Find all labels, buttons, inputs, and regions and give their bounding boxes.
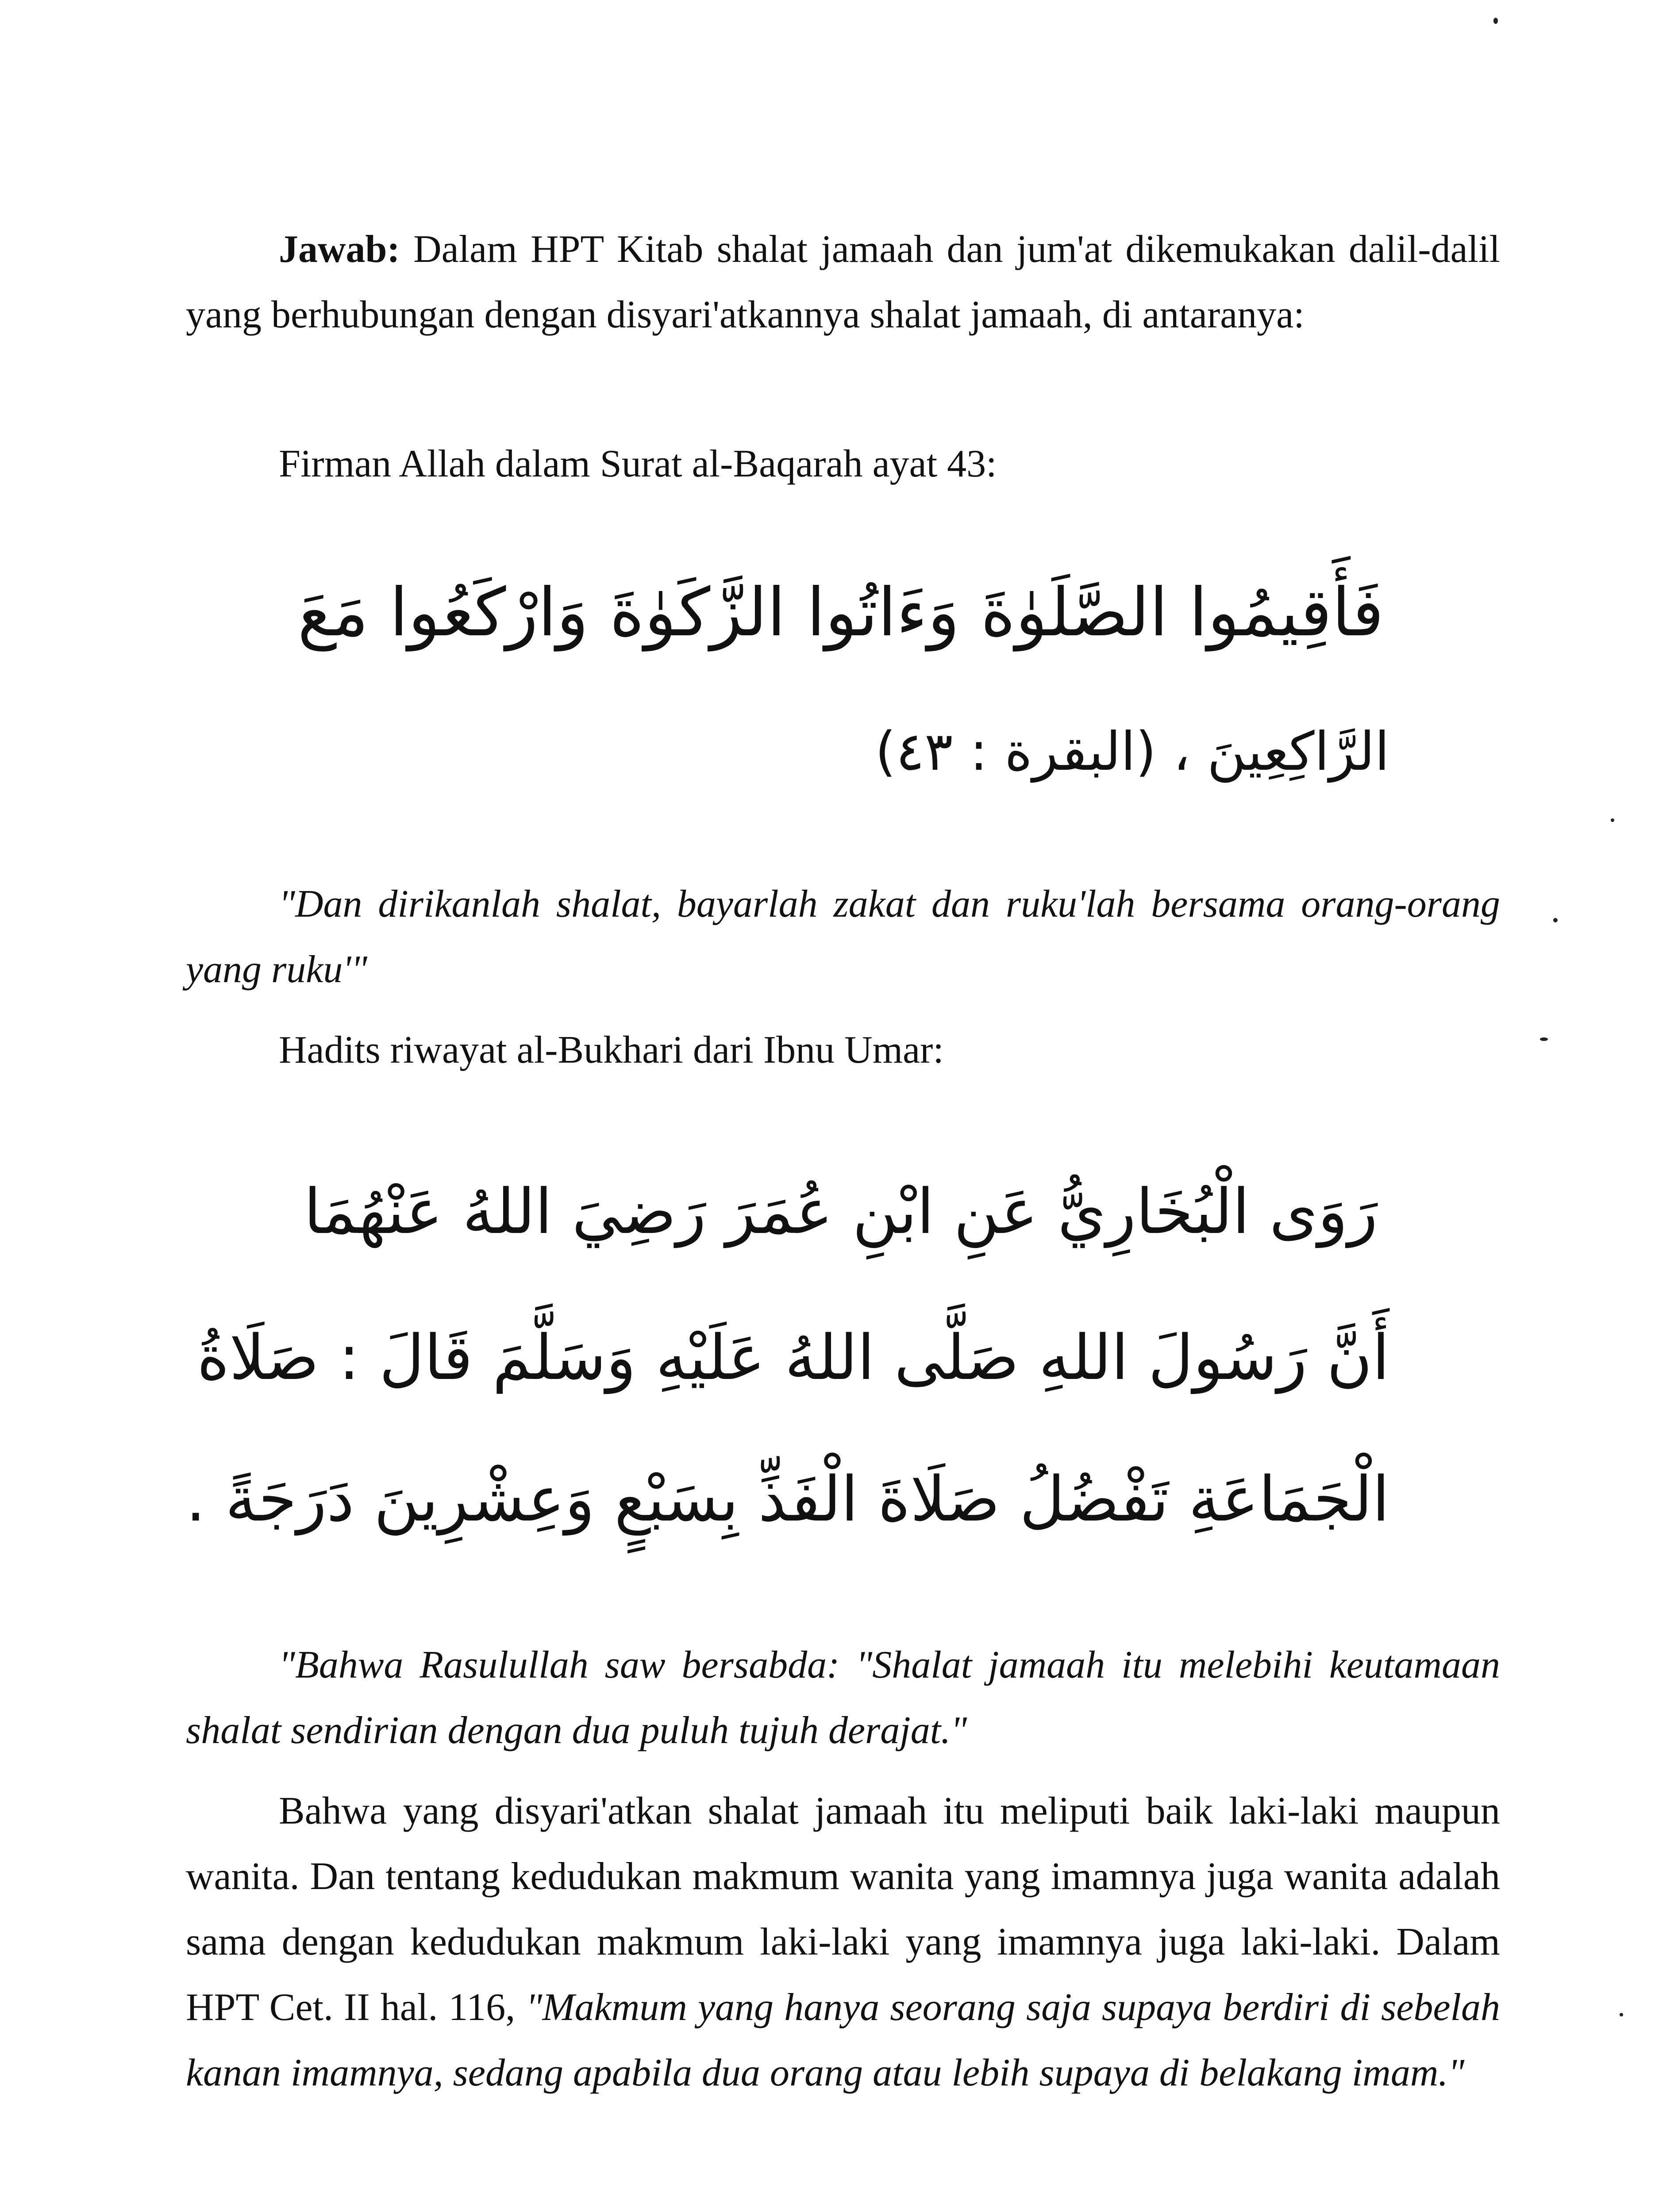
scan-speck	[1493, 18, 1498, 24]
closing-quote: "Makmum yang hanya seorang saja supaya berdiri di sebelah kanan imamnya, sedang apabila dua orang atau lebih supaya di belakang imam."	[186, 1986, 1500, 2094]
hadith-line-2: أَنَّ رَسُولَ اللهِ صَلَّى اللهُ عَلَيْهِ وَسَلَّمَ قَالَ : صَلَاةُ	[197, 1322, 1389, 1394]
answer-text: Dalam HPT Kitab shalat jamaah dan jum'at dikemukakan dalil-dalil yang berhubungan dengan disyari'atkannya shalat jamaah, di antaranya:	[186, 228, 1500, 336]
hadith-line-3: الْجَمَاعَةِ تَفْضُلُ صَلَاةَ الْفَذِّ بِسَبْعٍ وَعِشْرِينَ دَرَجَةً .	[186, 1463, 1389, 1536]
quran-verse-line-1: فَأَقِيمُوا الصَّلَوٰةَ وَءَاتُوا الزَّكَوٰةَ وَارْكَعُوا مَعَ	[297, 574, 1384, 651]
hadith-translation: "Bahwa Rasulullah saw bersabda: "Shalat jamaah itu melebihi keutamaan shalat sendirian dengan dua puluh tujuh derajat."	[186, 1644, 1500, 1752]
quran-translation: "Dan dirikanlah shalat, bayarlah zakat dan ruku'lah bersama orang-orang yang ruku'"	[186, 883, 1500, 991]
closing-paragraph	[186, 1778, 1500, 2106]
answer-label: Jawab:	[279, 228, 400, 271]
scan-speck	[1620, 2013, 1623, 2016]
scan-speck	[1611, 818, 1614, 822]
quran-verse-line-2: الرَّاكِعِينَ ، (البقرة : ٤٣)	[875, 721, 1389, 783]
answer-paragraph	[186, 217, 1500, 348]
scan-speck	[1553, 918, 1558, 922]
quran-intro: Firman Allah dalam Surat al-Baqarah ayat 43:	[279, 442, 997, 485]
hadith-line-1: رَوَى الْبُخَارِيُّ عَنِ ابْنِ عُمَرَ رَضِيَ اللهُ عَنْهُمَا	[304, 1176, 1378, 1248]
closing-text: Bahwa yang disyari'atkan shalat jamaah itu meliputi baik laki-laki maupun wanita. Dan tentang kedudukan makmum wanita yang imamnya juga wanita adalah sama dengan kedudukan makmum laki-laki yang imamnya juga laki-laki. Dalam HPT Cet. II hal. 116,	[186, 1790, 1500, 2029]
scan-speck	[1540, 1037, 1548, 1041]
hadith-intro: Hadits riwayat al-Bukhari dari Ibnu Umar:	[279, 1029, 944, 1071]
